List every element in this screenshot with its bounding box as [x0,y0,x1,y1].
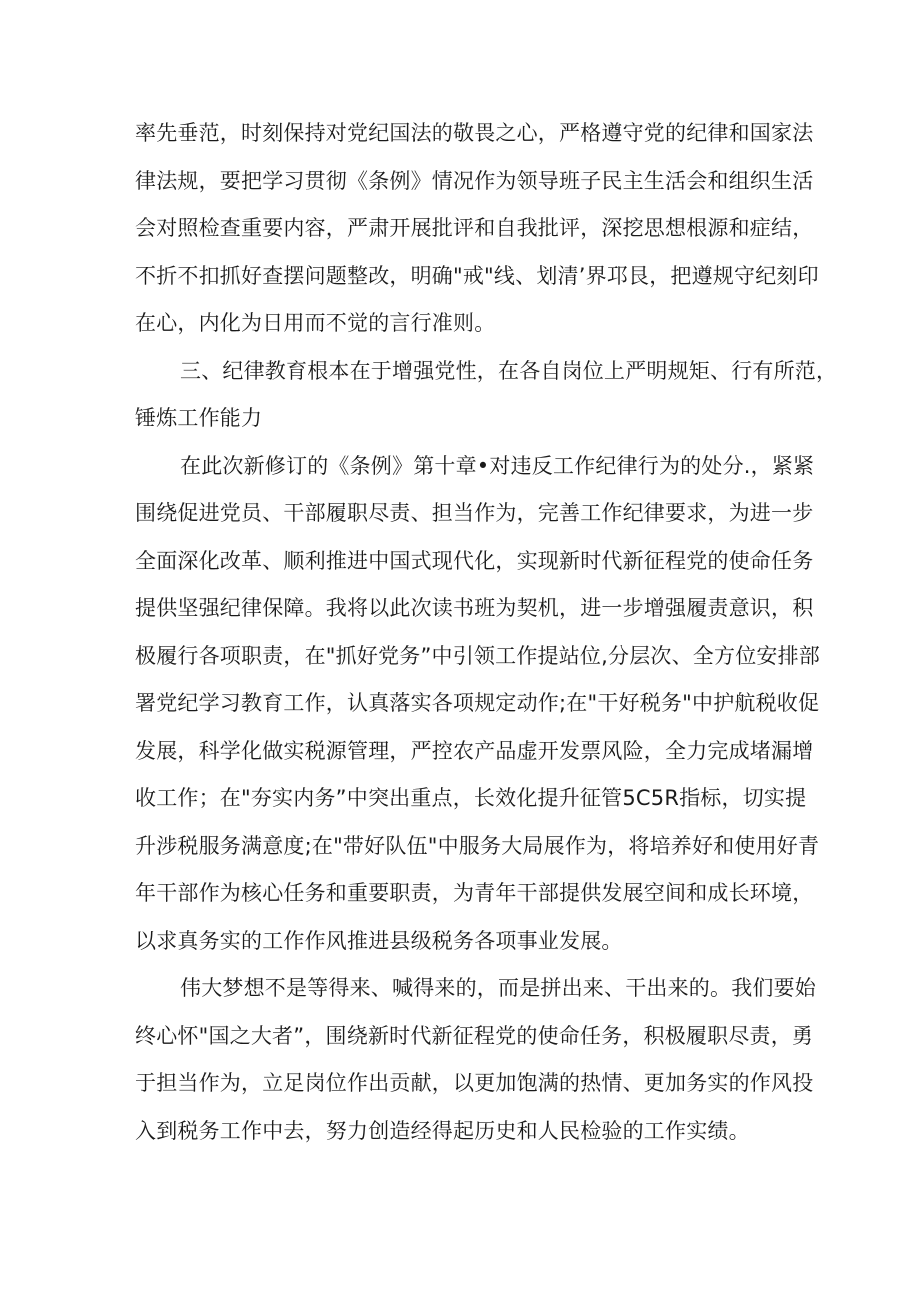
text-line: 提供坚强纪律保障。我将以此次读书班为契机，进一步增强履责意识，积 [135,596,814,620]
text-line: 发展，科学化做实税源管理，严控农产品虚开发票风险，全力完成堵漏增 [135,738,814,763]
text-line: 全面深化改革、顺利推进中国式现代化，实现新时代新征程党的使命任务 [135,548,814,573]
text-line: 以求真务实的工作作风推进县级税务各项事业发展。 [135,928,623,953]
paragraph-3 [135,443,821,966]
paragraph-4 [135,965,815,1155]
text-line: 围绕促进党员、干部履职尽责、担当作为，完善工作纪律要求，为进一步 [135,501,814,525]
text-line: 极履行各项职责，在"抓好党务”中引领工作提站位,分层次、全方位安排部 [135,643,821,668]
text-line: 署党纪学习教育工作，认真落实各项规定动作;在"干好税务"中护航税收促 [135,691,820,715]
text-line: 不折不扣抓好查摆问题整改，明确"戒"线、划清’界邛艮，把遵规守纪刻印 [135,263,819,288]
text-line: 升涉税服务满意度;在"带好队伍"中服务大局展作为，将培养好和使用好青 [135,833,820,858]
text-line: 终心怀"国之大者”，围绕新时代新征程党的使命任务，积极履职尽责，勇 [135,1023,814,1048]
text-line: 会对照检查重要内容，严肃开展批评和自我批评，深挖思想根源和症结， [135,216,814,240]
text-line: 伟大梦想不是等得来、喊得来的，而是拼出来、干出来的。我们要始 [180,976,816,1000]
text-line: 率先垂范，时刻保持对党纪国法的敬畏之心，严格遵守党的纪律和国家法 [135,121,814,145]
document-body [135,110,838,1155]
heading-line: 锤炼工作能力 [135,406,263,430]
text-line: 律法规，要把学习贯彻《条例》情况作为领导班子民主生活会和组织生活 [135,168,814,193]
text-line: 于担当作为，立足岗位作出贡献，以更加饱满的热情、更加务实的作风投 [135,1071,814,1095]
text-line: 收工作；在"夯实内务”中突出重点，长效化提升征管5C5R指标，切实提 [135,786,807,810]
text-line: 在此次新修订的《条例》第十章•对违反工作纪律行为的处分.，紧紧 [180,453,815,478]
text-line: 入到税务工作中去，努力创造经得起历史和人民检验的工作实绩。 [135,1118,750,1143]
section-heading-3 [135,348,838,443]
paragraph-1 [135,110,819,348]
text-line: 年干部作为核心任务和重要职责，为青年干部提供发展空间和成长环境， [135,881,814,905]
text-line: 在心，内化为日用而不觉的言行准则。 [135,311,496,335]
heading-line: 三、纪律教育根本在于增强党性，在各自岗位上严明规矩、行有所范， [180,358,838,383]
